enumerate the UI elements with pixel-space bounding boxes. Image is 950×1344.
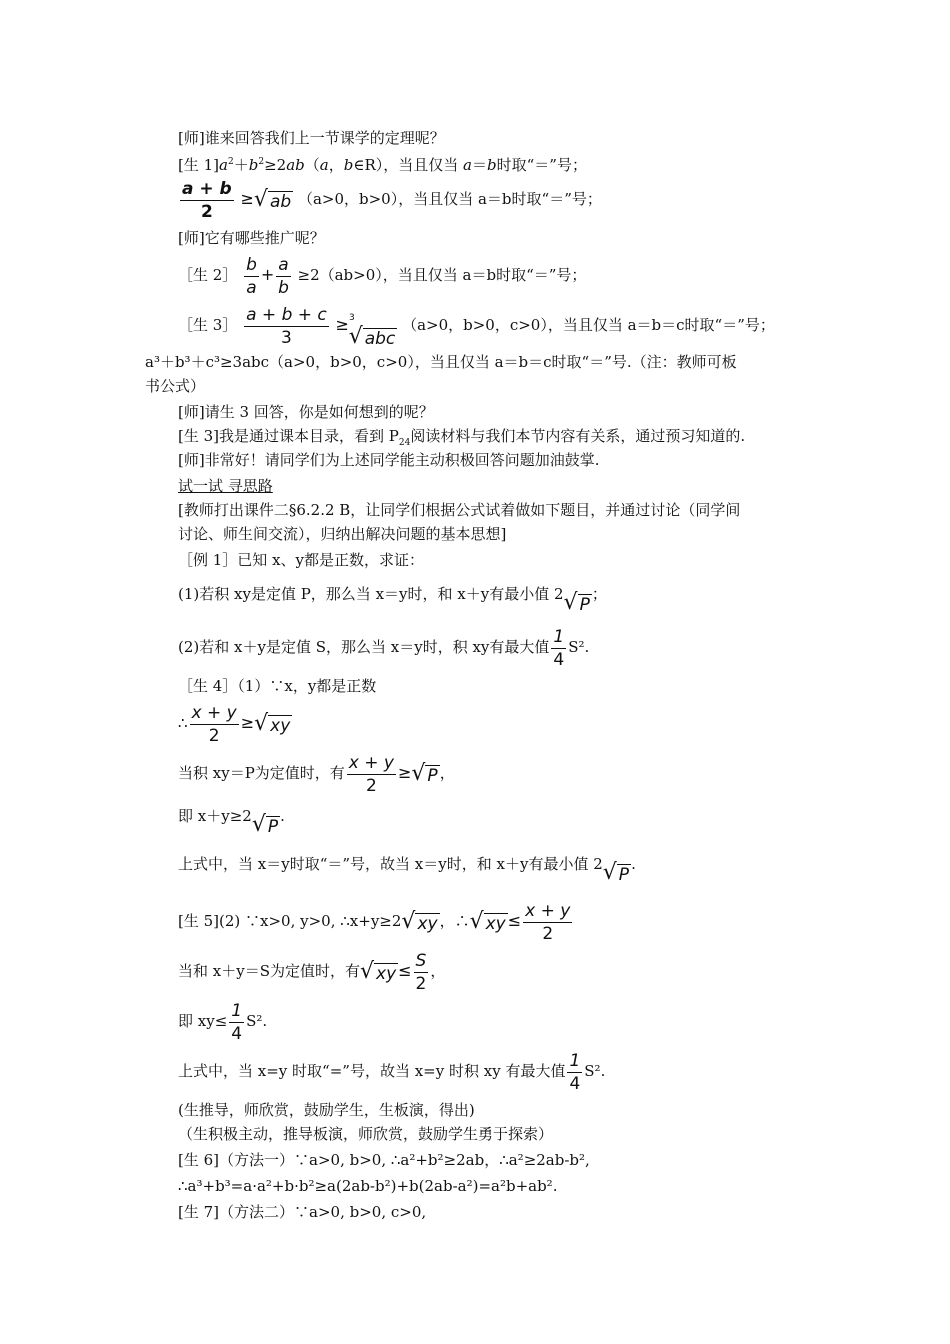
numerator: 1 [231,1000,243,1021]
numerator: b [246,254,257,275]
example-1-statement: ［例 1］已知 x、y都是正数，求证： [178,551,425,569]
radicand: P [267,817,279,837]
sqrt-p: √ P [251,812,279,837]
root-index: 3 [348,313,355,323]
numerator: 1 [569,1050,581,1071]
teacher-praise: [师]非常好！请同学们为上述同学能主动积极回答问题加油鼓掌. [178,451,600,469]
section-heading: 试一试 寻思路 [178,477,273,495]
radicand: P [579,595,590,615]
denominator: 2 [365,775,377,796]
numerator: S [415,950,427,971]
sqrt-p: √ P [563,590,590,615]
fraction-x-plus-y-over-2 [347,752,396,797]
radicand: xy [485,914,506,934]
student-6-derivation: ∴a³+b³=a·a²+b·b²≥a(2ab-b²)+b(2ab-a²)=a²b+ab². [178,1177,558,1195]
student-5-step-3 [178,998,267,1045]
text: 阅读材料与我们本节内容有关系，通过预习知道的. [410,427,746,445]
text: 时取“＝”号； [496,156,587,174]
denominator: 2 [208,725,220,746]
radicand: P [427,766,438,786]
text: 即 x＋y≥2 [178,807,252,825]
var-b: b [248,156,259,174]
var-b: b [487,156,497,174]
radicand: ab [269,192,292,212]
fraction-s-over-2 [414,950,429,995]
numerator: x + y [191,702,237,723]
fraction-x-plus-y-over-2 [190,702,239,747]
geq-sign: ≥ [335,315,349,334]
text: S². [246,1012,268,1030]
text: ∈R），当且仅当 [353,156,459,174]
sqrt-xy: √ xy [254,711,291,736]
denominator: 2 [200,201,213,222]
denominator: 4 [569,1073,581,1094]
text: ， [439,764,455,782]
student-5-step-1 [178,898,574,945]
student-3-answer [178,302,775,349]
student-1-label: [生 1] [178,156,220,174]
denominator: 4 [231,1023,243,1044]
sqrt-ab: √ ab [253,187,292,212]
text: (2)若和 x＋y是定值 S，那么当 x＝y时，积 xy有最大值 [178,638,550,656]
student-2-label: ［生 2］ [178,266,238,284]
text: 上式中，当 x=y 时取“=”号，故当 x=y 时积 xy 有最大值 [178,1062,566,1080]
numerator: a [278,254,289,275]
text: 即 xy≤ [178,1012,228,1030]
radicand: xy [376,964,397,984]
text: [生 5](2) ∵x>0, y>0, ∴x+y≥2 [178,912,402,930]
text: 当积 xy＝P为定值时，有 [178,764,345,782]
radicand: P [618,865,630,885]
fraction-1-over-4 [567,1050,582,1095]
fraction-abc-over-3 [244,304,329,349]
student-7-method-2: [生 7]（方法二）∵a>0, b>0, c>0, [178,1203,427,1221]
example-1-part-1 [178,578,607,615]
note-continuation: 书公式） [145,377,206,395]
geq-sign: ≥ [397,763,412,782]
fraction-1-over-4 [229,1000,244,1045]
var-a: a [319,156,329,174]
teacher-question-2: [师]它有哪些推广呢？ [178,229,325,247]
text: . [631,855,636,873]
var-a: a [219,156,228,174]
am-gm-inequality-line [178,176,602,223]
student-3-label: ［生 3］ [178,316,238,334]
sqrt-xy: √ xy [359,959,397,984]
student-4-step-1 [178,700,292,747]
page-subscript: 24 [398,438,411,448]
numerator: x + y [525,900,571,921]
student-1-answer [178,152,587,175]
condition-text: （a>0，b>0，c>0），当且仅当 a＝b＝c时取“＝”号； [402,316,775,334]
cube-root-abc: $^3$ √ abc [349,303,397,349]
leq-sign: ≤ [507,911,522,930]
student-5-conclusion [178,1048,605,1095]
denominator: 3 [281,327,292,348]
sqrt-xy: √ xy [469,909,506,934]
fraction-1-over-4 [551,626,566,671]
comma: ， [328,156,344,174]
var-b: b [343,156,354,174]
denominator: 4 [553,649,565,670]
radicand: abc [364,329,396,349]
numerator: a + b [182,178,232,199]
student-2-answer [178,252,586,299]
paren: （ [304,156,320,174]
sqrt-xy: √ xy [401,909,438,934]
text: . [280,807,285,825]
student-6-method-1: [生 6]（方法一）∵a>0, b>0, ∴a²+b²≥2ab，∴a²≥2ab-b², [178,1151,590,1169]
radicand: xy [270,716,291,736]
numerator: a + b + c [246,304,327,325]
text: [生 3]我是通过课本目录，看到 P [178,427,399,445]
teacher-instruction-line-1: [教师打出课件二§6.2.2 B，让同学们根据公式试着做如下题目，并通过讨论（同学间 [178,501,741,519]
student-4-conclusion [178,848,636,885]
numerator: x + y [348,752,394,773]
text: ，∴ [439,912,470,930]
fraction-a-over-b [276,254,290,299]
exp: 2 [258,157,265,167]
sqrt-p: √ P [602,860,630,885]
student-3-explanation [178,426,745,453]
student-4-start: ［生 4］（1）∵x，y都是正数 [178,677,377,695]
text: ； [591,585,607,603]
denominator: 2 [415,973,427,994]
fraction-b-over-a [244,254,259,299]
student-4-step-2 [178,750,455,797]
plus: ＋ [233,156,249,174]
radicand: xy [417,914,438,934]
sqrt-p: √ P [411,761,438,786]
student-4-step-3 [178,800,285,837]
fraction-a-plus-b-over-2 [180,178,234,223]
text: S². [568,638,590,656]
condition-text: （a>0，b>0），当且仅当 a＝b时取“＝”号； [297,190,602,208]
denominator: 2 [542,923,554,944]
text: S². [584,1062,606,1080]
condition-text: ≥2（ab>0），当且仅当 a＝b时取“＝”号； [297,266,587,284]
exp: 2 [227,157,234,167]
student-5-step-2 [178,948,445,995]
teacher-question-3: [师]请生 3 回答，你是如何想到的呢？ [178,403,434,421]
cubic-inequality-line: a³＋b³＋c³≥3abc（a>0，b>0，c>0），当且仅当 a＝b＝c时取“＝”号.（注：教师可板 [145,353,737,371]
text: (1)若积 xy是定值 P，那么当 x＝y时，和 x＋y有最小值 2 [178,585,564,603]
denominator: b [278,277,289,298]
geq: ≥2 [264,156,287,174]
text: ， [430,962,446,980]
geq-sign: ≥ [240,713,255,732]
geq-sign: ≥ [240,189,254,208]
plus-sign: + [260,265,275,284]
eq: ＝ [471,156,487,174]
classroom-note-1: (生推导，师欣赏，鼓励学生，生板演，得出) [178,1101,475,1119]
numerator: 1 [553,626,565,647]
teacher-question-1: [师]谁来回答我们上一节课学的定理呢？ [178,129,445,147]
fraction-x-plus-y-over-2 [523,900,572,945]
leq-sign: ≤ [398,961,412,980]
therefore: ∴ [178,714,188,732]
example-1-part-2 [178,624,589,671]
denominator: a [246,277,257,298]
var-ab: ab [286,156,305,174]
classroom-note-2: （生积极主动，推导板演，师欣赏，鼓励学生勇于探索） [178,1125,554,1143]
teacher-instruction-line-2: 讨论、师生间交流），归纳出解决问题的基本思想] [178,525,507,543]
var-a: a [463,156,472,174]
text: 上式中，当 x＝y时取“＝”号，故当 x＝y时，和 x＋y有最小值 2 [178,855,603,873]
text: 当和 x＋y＝S为定值时，有 [178,962,360,980]
